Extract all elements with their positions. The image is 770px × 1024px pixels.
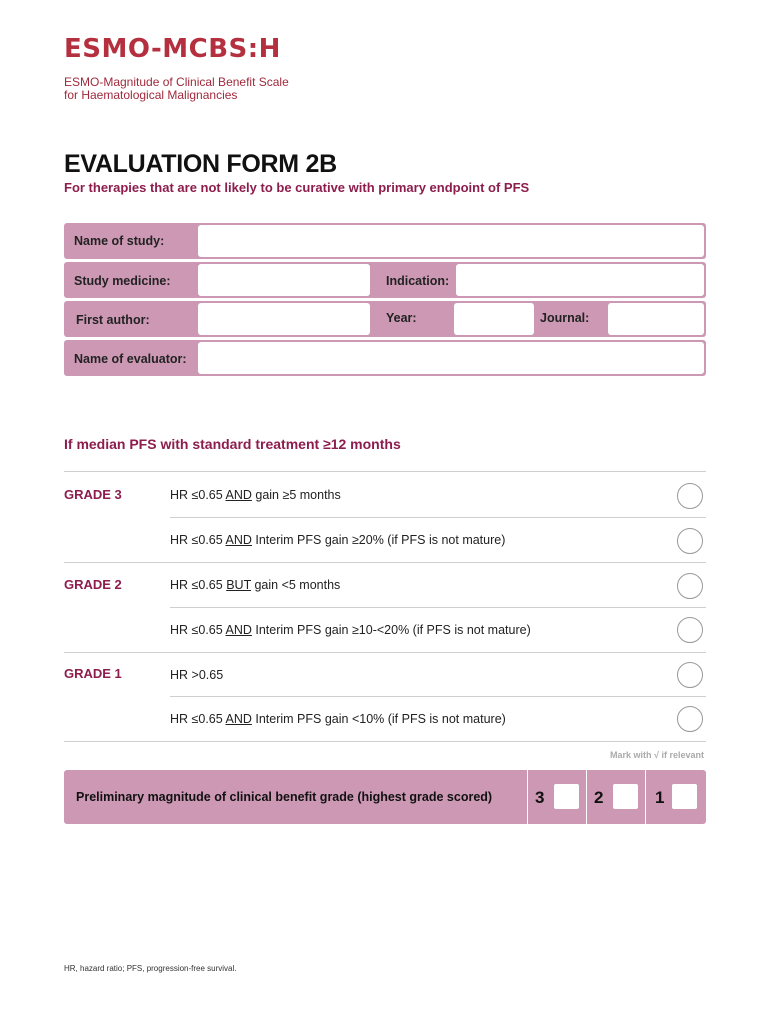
criterion-1b-checkbox[interactable]	[677, 706, 703, 732]
footnote: HR, hazard ratio; PFS, progression-free survival.	[64, 964, 237, 973]
name-of-study-row	[64, 223, 706, 259]
grade-1-label: GRADE 1	[64, 666, 122, 681]
divider	[64, 471, 706, 472]
subtitle-line-2: for Haematological Malignancies	[64, 88, 238, 102]
mark-instruction: Mark with √ if relevant	[610, 750, 704, 760]
criterion-2a-checkbox[interactable]	[677, 573, 703, 599]
preliminary-grade-label: Preliminary magnitude of clinical benefit grade (highest grade scored)	[76, 790, 493, 804]
criterion-2b: HR ≤0.65 AND Interim PFS gain ≥10-<20% (if PFS is not mature)	[170, 623, 531, 637]
divider	[64, 562, 706, 563]
divider	[170, 517, 706, 518]
grade-option-1-box[interactable]	[672, 784, 697, 809]
grade-option-3-box[interactable]	[554, 784, 579, 809]
preliminary-grade-panel	[64, 770, 706, 824]
name-of-evaluator-label: Name of evaluator:	[74, 352, 187, 366]
criterion-1a-checkbox[interactable]	[677, 662, 703, 688]
grade-option-1-label: 1	[655, 788, 665, 807]
criterion-2a: HR ≤0.65 BUT gain <5 months	[170, 578, 341, 592]
grade-3-label: GRADE 3	[64, 487, 122, 502]
criteria-section-title: If median PFS with standard treatment ≥12 months	[64, 436, 401, 452]
form-title: EVALUATION FORM 2B	[64, 150, 337, 178]
name-of-study-label: Name of study:	[74, 234, 165, 248]
name-of-evaluator-row	[64, 340, 706, 376]
year-label: Year:	[386, 311, 417, 325]
grade-option-2-box[interactable]	[613, 784, 638, 809]
separator	[586, 770, 587, 824]
indication-field[interactable]	[456, 264, 704, 296]
esmo-mcbs-logo: ESMO-MCBS:H	[64, 34, 281, 64]
criterion-1a: HR >0.65	[170, 668, 224, 682]
study-medicine-field[interactable]	[198, 264, 370, 296]
separator	[527, 770, 528, 824]
form-subtitle: For therapies that are not likely to be curative with primary endpoint of PFS	[64, 180, 530, 195]
first-author-label: First author:	[76, 313, 150, 327]
author-year-journal-row	[64, 301, 706, 337]
name-of-study-field[interactable]	[198, 225, 704, 257]
divider	[170, 696, 706, 697]
journal-field[interactable]	[608, 303, 704, 335]
criterion-1b: HR ≤0.65 AND Interim PFS gain <10% (if PFS is not mature)	[170, 712, 506, 726]
study-medicine-row	[64, 262, 706, 298]
grade-2-label: GRADE 2	[64, 577, 122, 592]
subtitle-line-1: ESMO-Magnitude of Clinical Benefit Scale	[64, 75, 289, 89]
criterion-3b-checkbox[interactable]	[677, 528, 703, 554]
year-field[interactable]	[454, 303, 534, 335]
criterion-3b: HR ≤0.65 AND Interim PFS gain ≥20% (if PFS is not mature)	[170, 533, 506, 547]
criterion-3a: HR ≤0.65 AND gain ≥5 months	[170, 488, 341, 502]
grade-option-3-label: 3	[535, 788, 545, 807]
study-medicine-label: Study medicine:	[74, 274, 171, 288]
name-of-evaluator-field[interactable]	[198, 342, 704, 374]
journal-label: Journal:	[540, 311, 590, 325]
divider	[170, 607, 706, 608]
criterion-3a-checkbox[interactable]	[677, 483, 703, 509]
indication-label: Indication:	[386, 274, 450, 288]
separator	[645, 770, 646, 824]
first-author-field[interactable]	[198, 303, 370, 335]
divider	[64, 741, 706, 742]
criterion-2b-checkbox[interactable]	[677, 617, 703, 643]
grade-option-2-label: 2	[594, 788, 604, 807]
logo-subtitle	[64, 76, 289, 102]
divider	[64, 652, 706, 653]
